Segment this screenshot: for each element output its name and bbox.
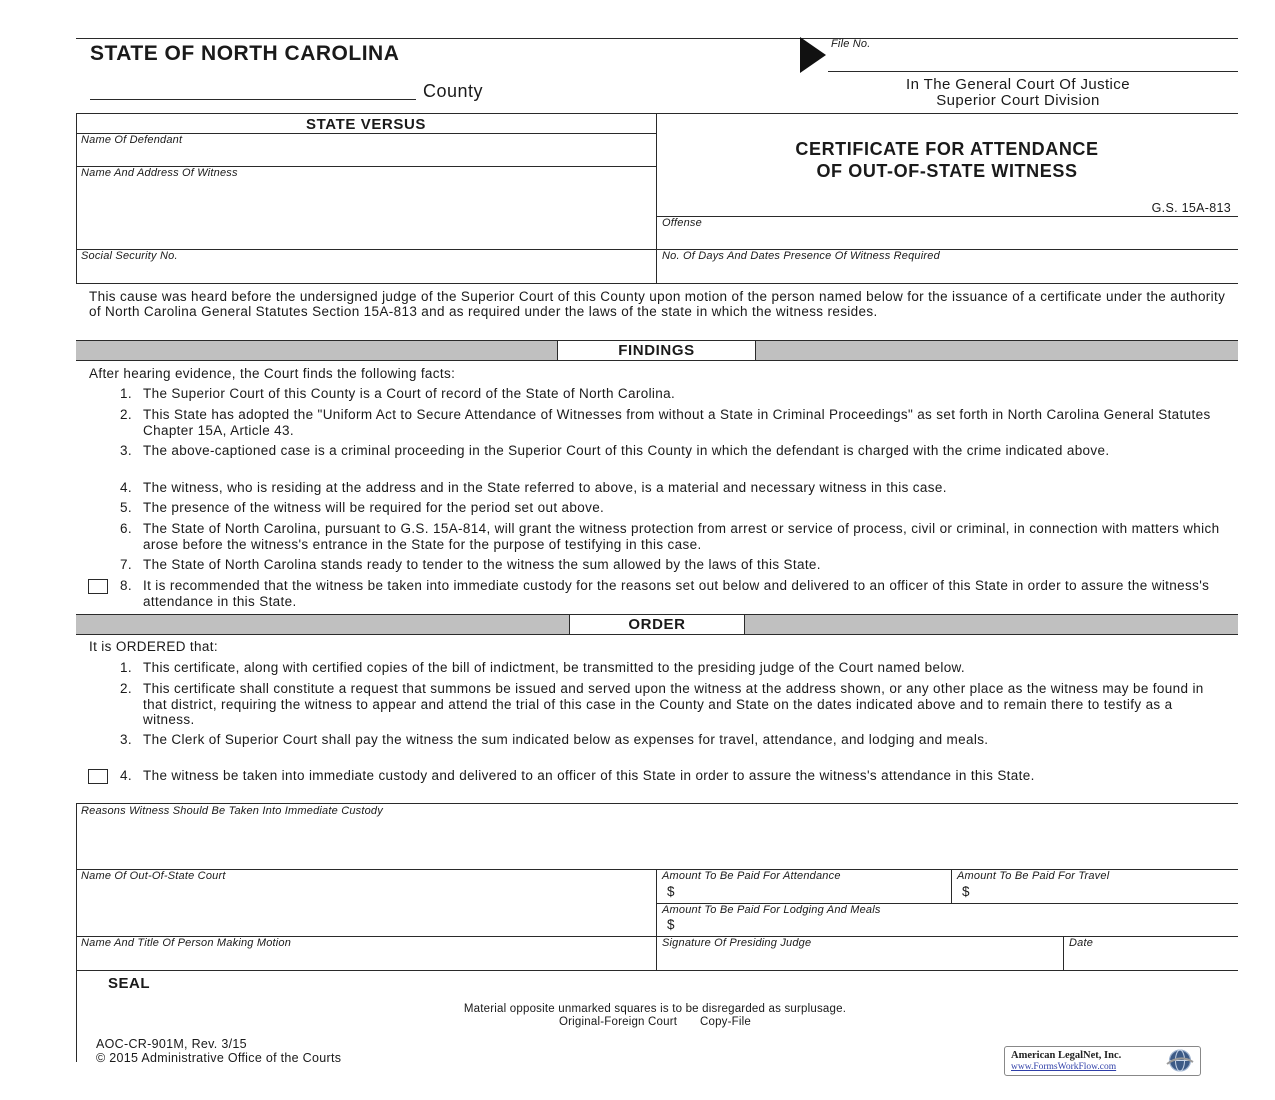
county-label: County	[423, 81, 484, 101]
finding-text: The presence of the witness will be required for the period set out above.	[143, 500, 605, 515]
form-title	[656, 138, 1238, 182]
witness-field[interactable]	[80, 182, 650, 248]
finding-num: 8.	[120, 578, 132, 593]
witness-label: Name And Address Of Witness	[81, 167, 238, 179]
county-input-line[interactable]	[90, 99, 416, 100]
travel-label: Amount To Be Paid For Travel	[957, 870, 1110, 882]
order-4-checkbox[interactable]	[88, 769, 108, 784]
caption-bottom-rule	[76, 283, 1238, 284]
attendance-amount-field[interactable]	[680, 884, 945, 901]
legalnet-badge[interactable]	[1004, 1046, 1201, 1076]
file-arrow-icon	[800, 37, 827, 73]
findings-lead: After hearing evidence, the Court finds the following facts:	[89, 366, 456, 381]
order-lead: It is ORDERED that:	[89, 639, 218, 654]
caption-top-rule	[76, 113, 1238, 114]
lodging-amount-field[interactable]	[680, 917, 1230, 934]
order-text: This certificate, along with certified copies of the bill of indictment, be transmitted to the presiding judge of the Court named below.	[143, 660, 966, 675]
offense-label: Offense	[662, 217, 702, 229]
finding-text: The State of North Carolina, pursuant to G.S. 15A-814, will grant the witness protection from arrest or service of process, civil or criminal, in connection with matters which arose before the witness's entrance in the State for the purpose of testifying in this case.	[143, 521, 1220, 552]
order-num: 4.	[120, 768, 132, 783]
mover-label: Name And Title Of Person Making Motion	[81, 937, 292, 949]
date-divider	[1063, 936, 1064, 970]
seal-label: SEAL	[108, 975, 151, 992]
fields-left-border	[76, 803, 77, 970]
defendant-field[interactable]	[80, 148, 650, 165]
copy-original: Original-Foreign Court	[559, 1016, 678, 1028]
fields-divider	[656, 869, 657, 970]
finding-num: 2.	[120, 407, 132, 422]
court-name-label: Name Of Out-Of-State Court	[81, 870, 226, 882]
ssn-label: Social Security No.	[81, 250, 178, 262]
days-field[interactable]	[660, 264, 1234, 282]
title-line1: CERTIFICATE FOR ATTENDANCE	[795, 139, 1099, 159]
court-line1: In The General Court Of Justice	[906, 76, 1130, 93]
finding-num: 3.	[120, 443, 132, 458]
days-label: No. Of Days And Dates Presence Of Witness Required	[662, 250, 940, 262]
top-rule	[76, 38, 1238, 39]
file-no-line[interactable]	[828, 71, 1238, 72]
caption-left-border	[76, 113, 77, 283]
statute-ref: G.S. 15A-813	[1151, 201, 1231, 215]
badge-url[interactable]: www.FormsWorkFlow.com	[1011, 1062, 1117, 1072]
reasons-top-rule	[76, 803, 1238, 804]
defendant-label: Name Of Defendant	[81, 134, 183, 146]
order-heading: ORDER	[569, 614, 745, 635]
court-line2: Superior Court Division	[936, 92, 1100, 109]
finding-num: 5.	[120, 500, 132, 515]
lodging-currency: $	[667, 917, 675, 932]
surplusage-note: Material opposite unmarked squares is to be disregarded as surplusage.	[463, 1003, 847, 1015]
date-field[interactable]	[1068, 951, 1233, 969]
fields-bottom-rule	[76, 970, 1238, 971]
reasons-field[interactable]	[80, 820, 1230, 868]
order-num: 3.	[120, 732, 132, 747]
intro-paragraph: This cause was heard before the undersigned judge of the Superior Court of this County upon motion of the person named below for the issuance of a certificate under the authority of North Carolina General Statutes Section 15A-813 and as required under the laws of the state in which the witness resides.	[89, 289, 1226, 319]
findings-heading: FINDINGS	[557, 340, 756, 361]
finding-num: 7.	[120, 557, 132, 572]
offense-rule	[656, 216, 1238, 217]
attendance-currency: $	[667, 884, 675, 899]
mover-field[interactable]	[80, 951, 650, 969]
state-versus: STATE VERSUS	[306, 116, 426, 133]
lodging-label: Amount To Be Paid For Lodging And Meals	[662, 904, 881, 916]
finding-text: It is recommended that the witness be taken into immediate custody for the reasons set out below and delivered to an officer of this State in order to assure the witness's attendance in this State.	[143, 578, 1210, 609]
finding-text: The State of North Carolina stands ready to tender to the witness the sum allowed by the laws of this State.	[143, 557, 821, 572]
order-text: The witness be taken into immediate custody and delivered to an officer of this State in order to assure the witness's attendance in this State.	[143, 768, 1035, 783]
signature-label: Signature Of Presiding Judge	[662, 937, 812, 949]
finding-text: The Superior Court of this County is a Court of record of the State of North Carolina.	[143, 386, 676, 401]
attendance-label: Amount To Be Paid For Attendance	[662, 870, 841, 882]
order-text: The Clerk of Superior Court shall pay the witness the sum indicated below as expenses for travel, attendance, and lodging and meals.	[143, 732, 989, 747]
finding-text: This State has adopted the "Uniform Act to Secure Attendance of Witnesses from without a State in Criminal Proceedings" as set forth in North Carolina General Statutes Chapter 15A, Article 43.	[143, 407, 1211, 438]
badge-name: American LegalNet, Inc.	[1011, 1050, 1122, 1061]
ssn-field[interactable]	[80, 264, 650, 282]
travel-amount-field[interactable]	[975, 884, 1230, 901]
finding-text: The witness, who is residing at the address and in the State referred to above, is a material and necessary witness in this case.	[143, 480, 947, 495]
state-title: STATE OF NORTH CAROLINA	[90, 42, 400, 65]
title-line2: OF OUT-OF-STATE WITNESS	[816, 161, 1078, 181]
finding-num: 1.	[120, 386, 132, 401]
court-name-field[interactable]	[80, 885, 650, 933]
order-num: 2.	[120, 681, 132, 696]
reasons-label: Reasons Witness Should Be Taken Into Immediate Custody	[81, 805, 383, 817]
copyright: © 2015 Administrative Office of the Courts	[96, 1051, 342, 1065]
finding-8-checkbox[interactable]	[88, 579, 108, 594]
signature-field[interactable]	[660, 951, 1058, 969]
travel-divider	[951, 869, 952, 903]
form-id: AOC-CR-901M, Rev. 3/15	[96, 1037, 247, 1051]
order-text: This certificate shall constitute a request that summons be issued and served upon the witness at the address shown, or any other place as the witness may be found in that district, requiring the witness to appear and attend the trial of this case in the County and State on the dates indicated above and to remain there to testify as a witness.	[143, 681, 1204, 727]
copy-file: Copy-File	[699, 1016, 751, 1028]
travel-currency: $	[962, 884, 970, 899]
date-label: Date	[1069, 937, 1094, 949]
footer-left-border	[76, 970, 77, 1062]
finding-num: 6.	[120, 521, 132, 536]
finding-num: 4.	[120, 480, 132, 495]
copy-distribution	[330, 1016, 980, 1028]
offense-field[interactable]	[660, 231, 1234, 248]
file-no-label: File No.	[831, 38, 871, 50]
globe-icon	[1165, 1048, 1195, 1073]
order-num: 1.	[120, 660, 132, 675]
finding-text: The above-captioned case is a criminal proceeding in the Superior Court of this County in which the defendant is charged with the crime indicated above.	[143, 443, 1110, 458]
court-heading	[828, 77, 1208, 109]
